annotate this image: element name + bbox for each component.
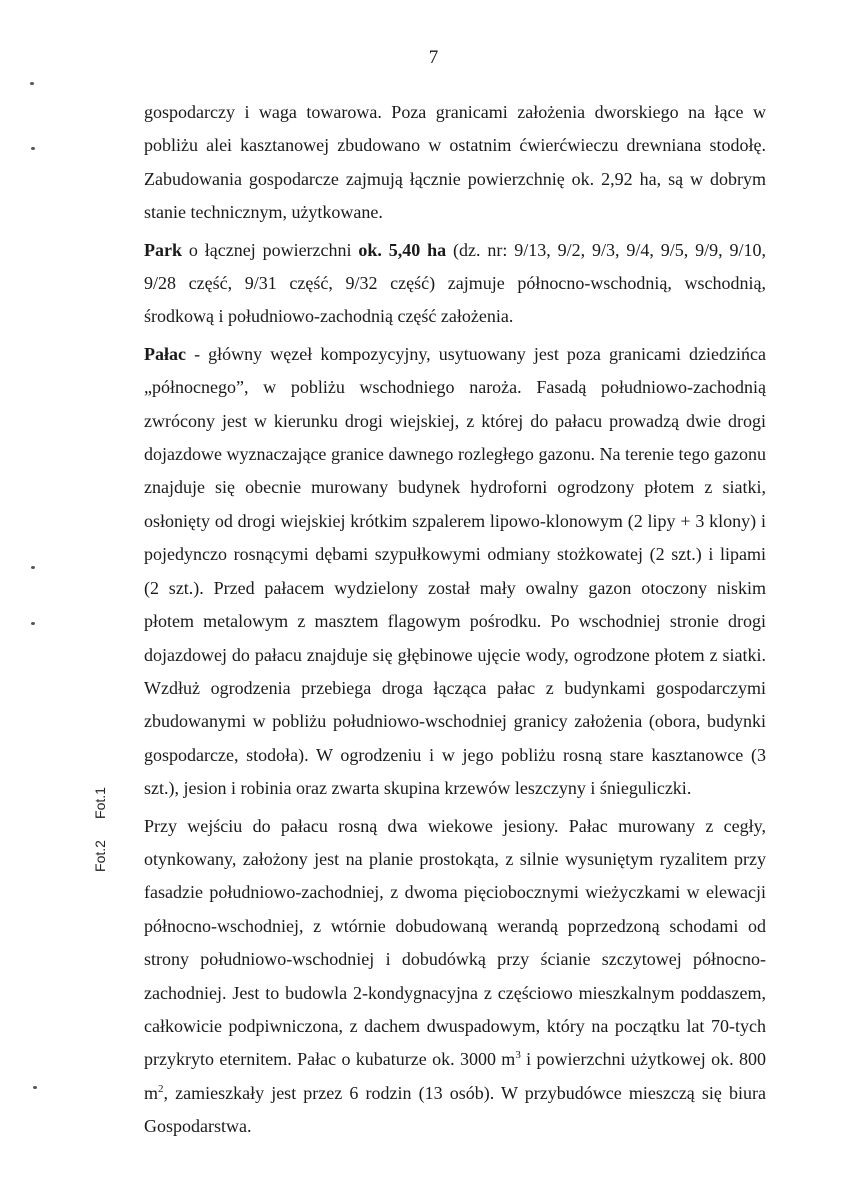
page-number: 7 bbox=[428, 47, 439, 68]
park-heading: Park bbox=[144, 239, 182, 260]
paragraph-park bbox=[144, 234, 766, 334]
park-text-a: o łącznej powierzchni bbox=[182, 239, 359, 260]
photo-label-fot1: Fot.1 bbox=[91, 787, 108, 819]
palace-heading: Pałac bbox=[144, 343, 186, 364]
margin-dot bbox=[31, 622, 35, 625]
document-body bbox=[144, 96, 766, 1148]
margin-dot bbox=[31, 566, 35, 569]
details-text-b: i powierzchni użytkowej ok. 800 m bbox=[144, 1049, 766, 1103]
park-text-b: (dz. nr: 9/13, 9/2, 9/3, 9/4, 9/5, 9/9, 9/10, 9/28 część, 9/31 część, 9/32 część) zajmuje północno-wschodnią, wschodnią, środkową i południowo-zachodnią część założenia. bbox=[144, 239, 766, 327]
superscript-square: 2 bbox=[158, 1082, 164, 1095]
superscript-cubic: 3 bbox=[515, 1049, 521, 1062]
park-area: ok. 5,40 ha bbox=[358, 239, 447, 260]
paragraph-palace-details bbox=[144, 810, 766, 1144]
details-text-c: , zamieszkały jest przez 6 rodzin (13 osób). W przybudówce mieszczą się biura Gospodarstwa. bbox=[144, 1082, 766, 1137]
details-text-a: Przy wejściu do pałacu rosną dwa wiekowe jesiony. Pałac murowany z cegły, otynkowany, założony jest na planie prostokąta, z silnie wysuniętym ryzalitem przy fasadzie południowo-zachodniej, z dwoma pięciobocznymi wieżyczkami w elewacji północno-wschodniej, z wtórnie dobudowaną werandą poprzedzoną schodami od strony południowo-wschodniej i dobudówką przy ścianie szczytowej północno-zachodniej. Jest to budowla 2-kondygnacyjna z częściowo mieszkalnym poddaszem, całkowicie podpiwniczona, z dachem dwuspadowym, który na początku lat 70-tych przykryto eternitem. Pałac o kubaturze ok. 3000 m bbox=[144, 815, 766, 1070]
palace-text: - główny węzeł kompozycyjny, usytuowany jest poza granicami dziedzińca „północnego”, w pobliżu wschodniego naroża. Fasadą południowo-zachodnią zwrócony jest w kierunku drogi wiejskiej, z której do pałacu prowadzą dwie drogi dojazdowe wyznaczające granice dawnego rozległego gazonu. Na terenie tego gazonu znajduje się obecnie murowany budynek hydroforni ogrodzony płotem z siatki, osłonięty od drogi wiejskiej krótkim szpalerem lipowo-klonowym (2 lipy + 3 klony) i pojedynczo rosnącymi dębami szypułkowymi odmiany stożkowatej (2 szt.) i lipami (2 szt.). Przed pałacem wydzielony został mały owalny gazon otoczony niskim płotem metalowym z masztem flagowym pośrodku. Po wschodniej stronie drogi dojazdowej do pałacu znajduje się głębinowe ujęcie wody, ogrodzone płotem z siatki. Wzdłuż ogrodzenia przebiega droga łącząca pałac z budynkami gospodarczymi zbudowanymi w pobliżu południowo-wschodniej granicy założenia (obora, budynki gospodarcze, stodoła). W ogrodzeniu i w jego pobliżu rosną stare kasztanowce (3 szt.), jesion i robinia oraz zwarta skupina krzewów leszczyny i śnieguliczki. bbox=[144, 343, 766, 799]
paragraph-palace bbox=[144, 338, 766, 806]
margin-dot bbox=[31, 147, 35, 150]
margin-dot bbox=[33, 1086, 37, 1089]
photo-label-fot2: Fot.2 bbox=[91, 840, 108, 872]
paragraph-farm-buildings: gospodarczy i waga towarowa. Poza granicami założenia dworskiego na łące w pobliżu alei kasztanowej zbudowano w ostatnim ćwierćwieczu drewniana stodołę. Zabudowania gospodarcze zajmują łącznie powierzchnię ok. 2,92 ha, są w dobrym stanie technicznym, użytkowane. bbox=[144, 102, 766, 223]
margin-dot bbox=[30, 82, 34, 85]
